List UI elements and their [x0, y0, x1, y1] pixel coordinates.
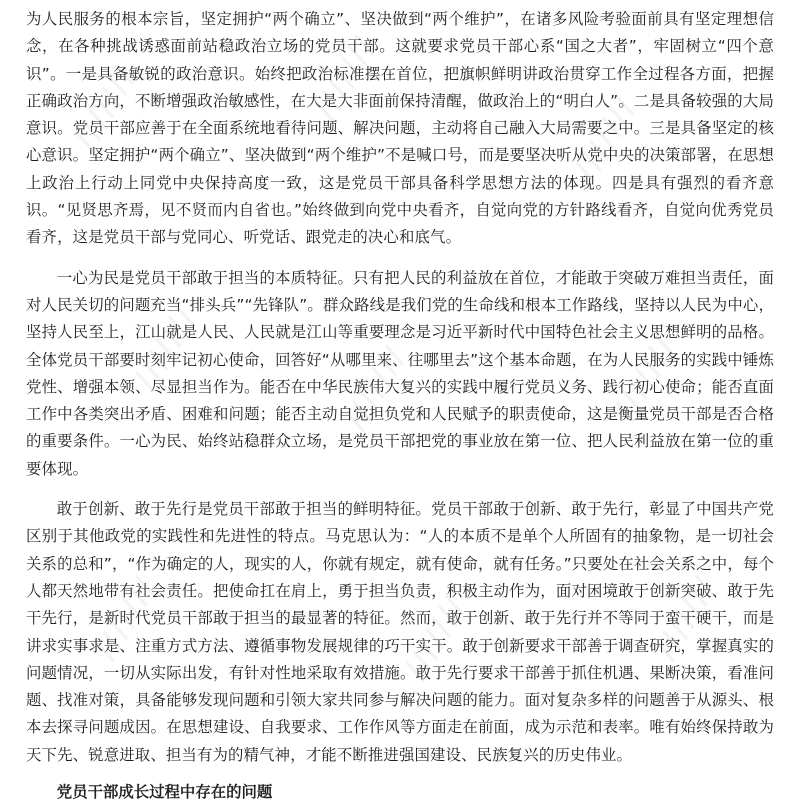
watermark-mark: ///////: [67, 59, 144, 156]
watermark-mark: ///////: [567, 89, 644, 186]
watermark-mark: ///////: [647, 569, 724, 666]
section-heading: 党员干部成长过程中存在的问题: [56, 783, 273, 802]
paragraph-gap: [26, 252, 774, 265]
watermark-mark: ///////: [397, 589, 474, 686]
paragraph-innovation: 敢于创新、敢于先行是党员干部敢于担当的鲜明特征。党员干部敢于创新、敢于先行，彰显了中国共产党区别于其他政党的实践性和先进性的特点。马克思认为：“人的本质不是单个人所固有的抽象物，是一切社会关系的总和”，“作为确定的人，现实的人，你就有规定，就有使命，就有任务。”只要处在社会关系之中，每个人都天然地带有社会责任。把使命扛在肩上，勇于担当负责，积极主动作为，面对困境敢于创新突破、敢于先干先行，是新时代党员干部敢于担当的最显著的特征。然而，敢于创新、敢于先行并不等同于蛮干硬干，而是讲求实事求是、注重方式方法、遵循事物发展规律的巧干实干。敢于创新要求干部善于调查研究，掌握真实的问题情况，一切从实际出发，有针对性地采取有效措施。敢于先行要求干部善于抓住机遇、果断决策，看准问题、找准对策，具备能够发现问题和引领大家共同参与解决问题的能力。面对复杂多样的问题善于从源头、根本去探寻问题成因。在思想建设、自我要求、工作作风等方面走在前面，成为示范和表率。唯有始终保持敢为天下先、锐意进取、担当有为的精气神，才能不断推进强国建设、民族复兴的历史伟业。: [26, 500, 774, 764]
paragraph-serve-people: 一心为民是党员干部敢于担当的本质特征。只有把人民的利益放在首位，才能敢于突破万难担当责任，面对人民关切的问题充当“排头兵”“先锋队”。群众路线是我们党的生命线和根本工作路线，坚持以人民为中心，坚持人民至上，江山就是人民、人民就是江山等重要理念是习近平新时代中国特色社会主义思想鲜明的品格。全体党员干部要时刻牢记初心使命，回答好“从哪里来、往哪里去”这个基本命题，在为人民服务的实践中锤炼党性、增强本领、尽显担当作为。能否在中华民族伟大复兴的实践中履行党员义务、践行初心使命；能否直面工作中各类突出矛盾、困难和问题；能否主动自觉担负党和人民赋予的职责使命，这是衡量党员干部是否合格的重要条件。一心为民、始终站稳群众立场，是党员干部把党的事业放在第一位、把人民利益放在第一位的重要体现。: [26, 268, 774, 478]
paragraph-gap: [26, 483, 774, 496]
watermark-mark: ///////: [307, 29, 384, 126]
watermark-mark: ///////: [127, 299, 204, 396]
watermark-mark: ///////: [337, 339, 414, 436]
paragraph-political-awareness: 为人民服务的根本宗旨，坚定拥护“两个确立”、坚决做到“两个维护”，在诸多风险考验面前具有坚定理想信念，在各种挑战诱惑面前站稳政治立场的党员干部。这就要求党员干部心系“国之大者”，牢固树立“四个意识”。一是具备敏锐的政治意识。始终把政治标准摆在首位，把旗帜鲜明讲政治贯穿工作全过程各方面，把握正确政治方向，不断增强政治敏感性，在大是大非面前保持清醒，做政治上的“明白人”。二是具备较强的大局意识。党员干部应善于在全面系统地看待问题、解决问题，主动将自己融入大局需要之中。三是具备坚定的核心意识。坚定拥护“两个确立”、坚决做到“两个维护”不是喊口号，而是要坚决听从党中央的决策部署，在思想上政治上行动上同党中央保持高度一致，这是党员干部具备科学思想方法的体现。四是具有强烈的看齐意识。“见贤思齐焉，见不贤而内自省也。”始终做到向党中央看齐，自觉向党的方针路线看齐，自觉向优秀党员看齐，这是党员干部与党同心、听党话、跟党走的决心和底气。: [26, 10, 774, 247]
watermark-mark: ///////: [607, 329, 684, 426]
watermark-mark: ///////: [87, 569, 164, 666]
